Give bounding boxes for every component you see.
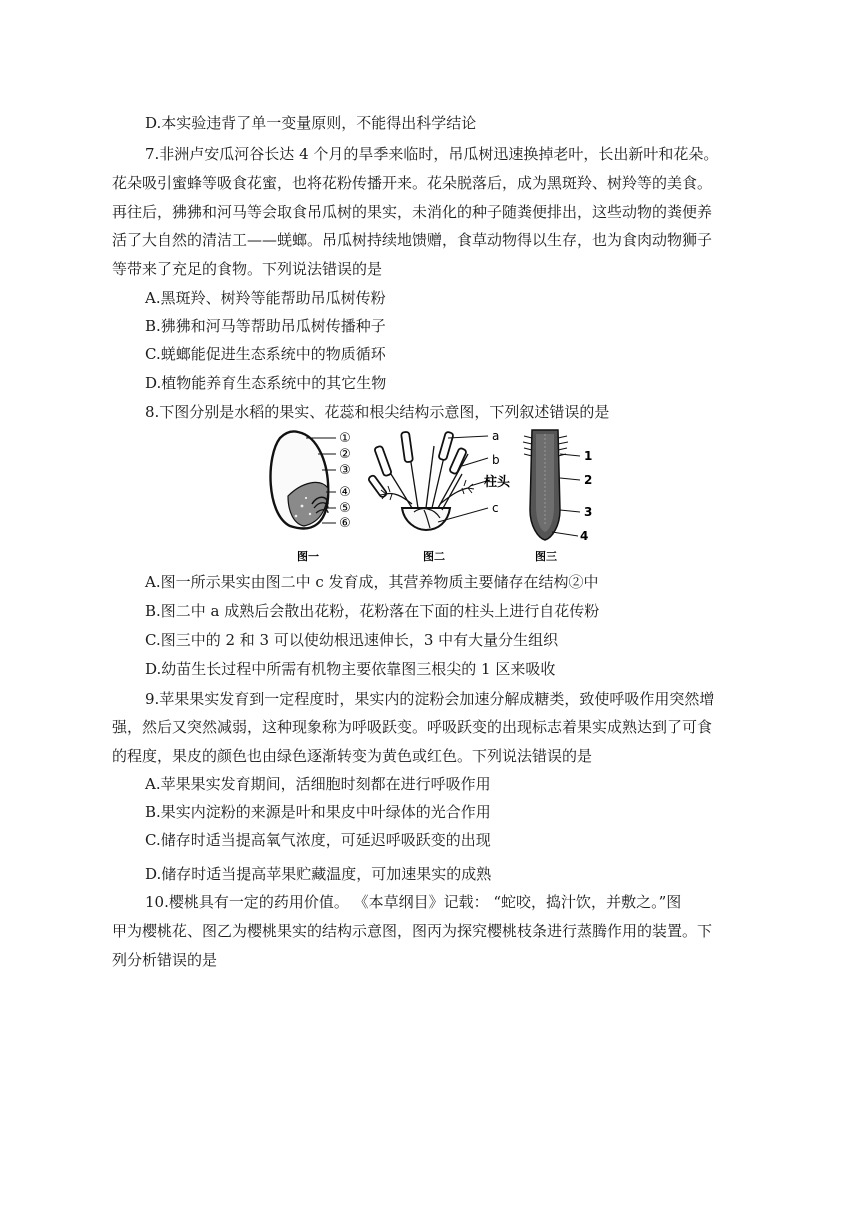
q7-stem-line-3: 再往后，狒狒和河马等会取食吊瓜树的果实，未消化的种子随粪便排出，这些动物的粪便养 (112, 203, 713, 221)
q9-option-a: A.苹果果实发育期间，活细胞时刻都在进行呼吸作用 (145, 775, 491, 793)
figure-3-root-tip (523, 430, 592, 563)
q7-stem-line-2: 花朵吸引蜜蜂等吸食花蜜，也将花粉传播开来。花朵脱落后，成为黑斑羚、树羚等的美食。 (112, 174, 713, 192)
fig1-label-2: ② (339, 447, 351, 462)
fig3-caption: 图三 (535, 550, 557, 563)
q9-stem-line-3: 的程度，果皮的颜色也由绿色逐渐转变为黄色或红色。下列说法错误的是 (112, 747, 593, 765)
fig1-label-4: ④ (339, 485, 351, 500)
fig3-label-4: 4 (580, 529, 589, 543)
q8-option-b: B.图二中 a 成熟后会散出花粉，花粉落在下面的柱头上进行自花传粉 (145, 602, 600, 620)
q7-option-d: D.植物能养育生态系统中的其它生物 (145, 374, 387, 392)
q8-option-c: C.图三中的 2 和 3 可以使幼根迅速伸长，3 中有大量分生组织 (145, 631, 559, 649)
q7-stem-line-5: 等带来了充足的食物。下列说法错误的是 (112, 260, 383, 278)
fig1-label-1: ① (339, 431, 351, 446)
q7-option-b: B.狒狒和河马等帮助吊瓜树传播种子 (145, 317, 386, 335)
q10-stem-line-3: 列分析错误的是 (112, 951, 218, 969)
fig1-label-5: ⑤ (339, 501, 351, 516)
q9-option-b: B.果实内淀粉的来源是叶和果皮中叶绿体的光合作用 (145, 803, 491, 821)
q9-option-c: C.储存时适当提高氧气浓度，可延迟呼吸跃变的出现 (145, 831, 491, 849)
q8-option-d: D.幼苗生长过程中所需有机物主要依靠图三根尖的 1 区来吸收 (145, 660, 556, 678)
q10-stem-line-2: 甲为樱桃花、图乙为樱桃果实的结构示意图，图丙为探究樱桃枝条进行蒸腾作用的装置。下 (112, 922, 713, 940)
q8-option-a: A.图一所示果实由图二中 c 发育成，其营养物质主要储存在结构②中 (145, 573, 599, 591)
q7-stem-line-1: 7.非洲卢安瓜河谷长达 4 个月的旱季来临时，吊瓜树迅速换掉老叶，长出新叶和花朵。 (145, 145, 719, 163)
rice-structure-diagram (262, 426, 602, 568)
fig1-caption: 图一 (297, 550, 319, 563)
fig3-label-2: 2 (584, 473, 593, 487)
q6-option-d: D.本实验违背了单一变量原则，不能得出科学结论 (145, 114, 477, 132)
q10-stem-line-1: 10.樱桃具有一定的药用价值。 《本草纲目》记载： “蛇咬，捣汁饮，并敷之。”图 (145, 893, 682, 911)
fig2-label-c: c (492, 501, 499, 515)
q7-stem-line-4: 活了大自然的清洁工——蜣螂。吊瓜树持续地馈赠，食草动物得以生存，也为食肉动物狮子 (112, 231, 713, 249)
fig3-label-1: 1 (584, 449, 593, 463)
q9-stem-line-2: 强，然后又突然减弱，这种现象称为呼吸跃变。呼吸跃变的出现标志着果实成熟达到了可食 (112, 718, 713, 736)
fig1-label-3: ③ (339, 463, 351, 478)
figure-1-rice-fruit (271, 431, 351, 563)
q8-stem: 8.下图分别是水稻的果实、花蕊和根尖结构示意图，下列叙述错误的是 (145, 403, 610, 421)
rice-structure-figure (262, 426, 602, 568)
q9-stem-line-1: 9.苹果果实发育到一定程度时，果实内的淀粉会加速分解成糖类，致使呼吸作用突然增 (145, 690, 715, 708)
fig2-label-a: a (492, 429, 500, 443)
fig3-label-3: 3 (584, 505, 593, 519)
q7-option-a: A.黑斑羚、树羚等能帮助吊瓜树传粉 (145, 289, 386, 307)
fig1-label-6: ⑥ (339, 516, 351, 531)
fig2-label-stigma: 柱头 (484, 475, 511, 490)
fig2-caption: 图二 (423, 550, 445, 563)
q7-option-c: C.蜣螂能促进生态系统中的物质循环 (145, 345, 386, 363)
q9-option-d: D.储存时适当提高苹果贮藏温度，可加速果实的成熟 (145, 865, 492, 883)
figure-2-rice-stamens-pistil (368, 429, 511, 563)
fig2-label-b: b (492, 453, 500, 467)
